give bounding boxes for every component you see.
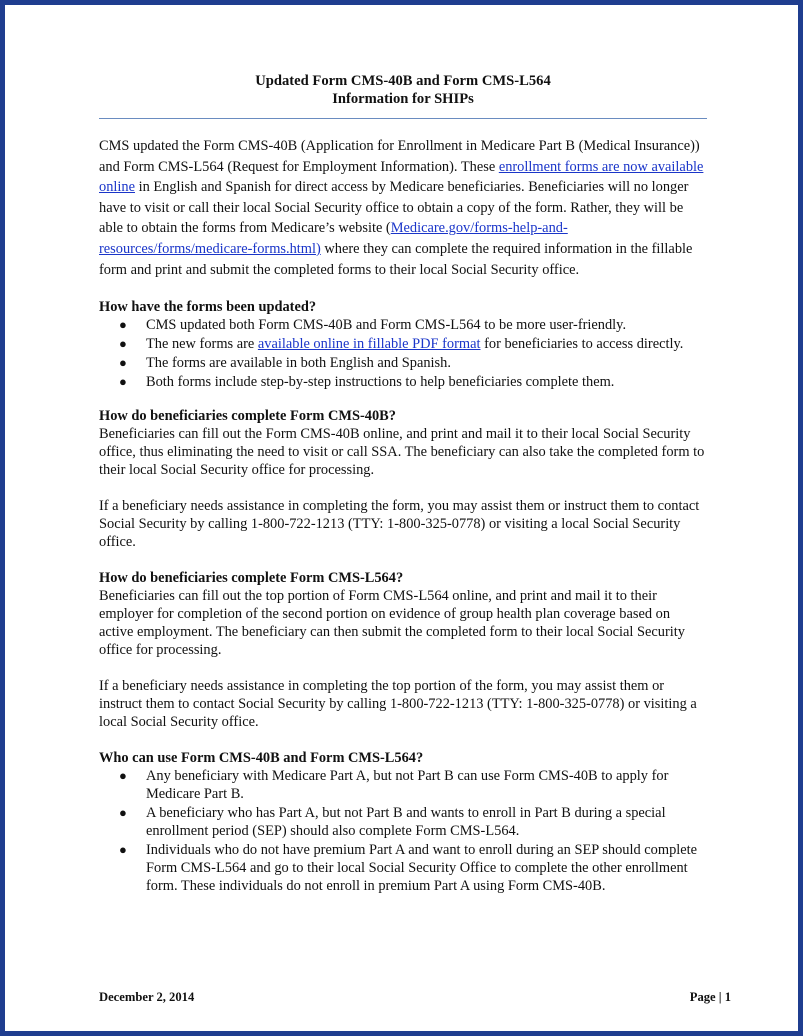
list-item <box>99 316 707 334</box>
footer-date: December 2, 2014 <box>99 990 195 1004</box>
section4-list <box>99 767 707 895</box>
list-item-text: Any beneficiary with Medicare Part A, but not Part B can use Form CMS-40B to apply for Medicare Part B. <box>146 768 669 803</box>
list-item <box>99 767 707 803</box>
section1-list <box>99 316 707 391</box>
list-item-text: A beneficiary who has Part A, but not Part B and wants to enroll in Part B during a special enrollment period (SEP) should also complete Form CMS-L564. <box>146 805 666 840</box>
list-item <box>99 335 707 353</box>
title-divider <box>99 118 707 119</box>
section1-heading: How have the forms been updated? <box>99 299 317 316</box>
list-item <box>99 373 707 391</box>
bullet-icon: ● <box>119 374 127 390</box>
section4-heading: Who can use Form CMS-40B and Form CMS-L564? <box>99 750 424 767</box>
intro-text-3: where they can complete the required information in the fillable form and print and submit the completed forms to their local Social Security office. <box>99 240 693 278</box>
list-item <box>99 804 707 840</box>
footer-page-number: Page | 1 <box>689 990 731 1004</box>
intro-paragraph <box>99 136 707 280</box>
bullet-icon: ● <box>119 842 127 858</box>
list-item-text: The new forms are <box>146 336 258 353</box>
document-page <box>99 72 707 896</box>
intro-text-1: CMS updated the Form CMS-40B (Application for Enrollment in Medicare Part B (Medical Insurance)) and Form CMS-L564 (Request for Employment Information). These <box>99 138 700 175</box>
page-footer <box>99 990 731 1005</box>
section2-heading: How do beneficiaries complete Form CMS-40B? <box>99 408 396 425</box>
fillable-pdf-link[interactable]: available online in fillable PDF format <box>257 336 481 353</box>
section2-paragraph-1: Beneficiaries can fill out the Form CMS-40B online, and print and mail it to their local Social Security office, thus eliminating the need to visit or call SSA. The beneficiary can also take the completed form to their local Social Security office for processing. <box>99 426 705 479</box>
list-item-text: for beneficiaries to access directly. <box>480 336 684 353</box>
intro-text-2: in English and Spanish for direct access by Medicare beneficiaries. Beneficiaries will no longer have to visit or call their local Social Security office to obtain a copy of the form. Rather, they will be able to obtain the forms from Medicare’s website ( <box>99 179 689 237</box>
bullet-icon: ● <box>119 805 127 821</box>
bullet-icon: ● <box>119 355 127 371</box>
title-line-2: Information for SHIPs <box>332 91 474 107</box>
bullet-icon: ● <box>119 768 127 784</box>
list-item-text: Individuals who do not have premium Part A and want to enroll during an SEP should complete Form CMS-L564 and go to their local Social Security Office to complete the other enrollment form. These individuals do not enroll in premium Part A using Form CMS-40B. <box>146 842 698 895</box>
section3-heading: How do beneficiaries complete Form CMS-L564? <box>99 570 404 587</box>
bullet-icon: ● <box>119 317 127 333</box>
list-item-text: Both forms include step-by-step instructions to help beneficiaries complete them. <box>146 374 615 391</box>
section3-paragraph-1: Beneficiaries can fill out the top portion of Form CMS-L564 online, and print and mail it to their employer for completion of the second portion on evidence of group health plan coverage based on active employment. The beneficiary can then submit the completed form to their local Social Security office for processing. <box>99 588 685 659</box>
list-item <box>99 841 707 895</box>
enrollment-forms-link[interactable]: enrollment forms are now available online <box>99 158 704 196</box>
document-title <box>99 72 707 108</box>
bullet-icon: ● <box>119 336 127 352</box>
list-item <box>99 354 707 372</box>
list-item-text: The forms are available in both English and Spanish. <box>146 355 451 372</box>
title-line-1: Updated Form CMS-40B and Form CMS-L564 <box>255 73 551 89</box>
section2-paragraph-2: If a beneficiary needs assistance in completing the form, you may assist them or instruct them to contact Social Security by calling 1-800-722-1213 (TTY: 1-800-325-0778) or visiting a local Social Security office. <box>99 498 700 551</box>
section3-paragraph-2: If a beneficiary needs assistance in completing the top portion of the form, you may assist them or instruct them to contact Social Security by calling 1-800-722-1213 (TTY: 1-800-325-0778) or visiting a local Social Security office. <box>99 678 697 731</box>
list-item-text: CMS updated both Form CMS-40B and Form CMS-L564 to be more user-friendly. <box>146 317 627 334</box>
medicare-forms-url-link[interactable]: Medicare.gov/forms-help-and-resources/forms/medicare-forms.html) <box>99 220 568 257</box>
